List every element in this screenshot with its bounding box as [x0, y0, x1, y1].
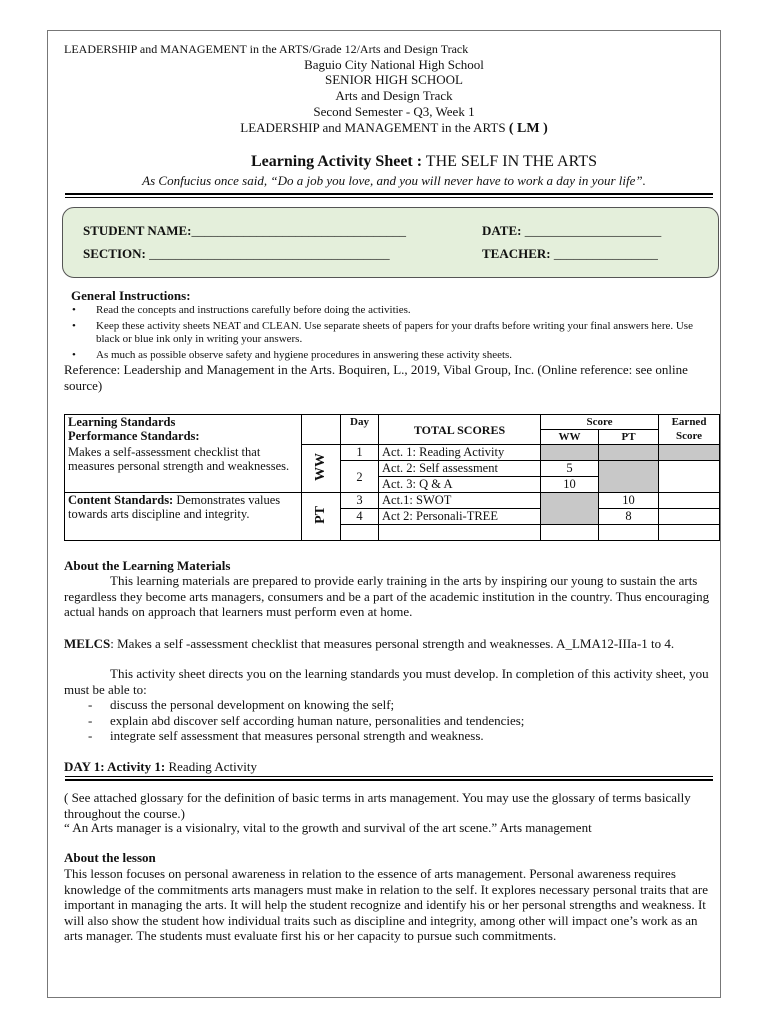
pt-score-cell: 10	[599, 493, 659, 509]
teacher-line[interactable]: ________________	[553, 246, 658, 261]
section-line[interactable]: _____________________________________	[149, 246, 390, 261]
running-title: LEADERSHIP and MANAGEMENT in the ARTS/Grade 12/Arts and Design Track	[64, 42, 469, 56]
pt-score-cell	[599, 525, 659, 541]
pt-score-cell	[599, 461, 659, 493]
performance-standards-text: Makes a self-assessment checklist that measures personal strength and weaknesses.	[65, 445, 302, 493]
subject-name: LEADERSHIP and MANAGEMENT in the ARTS	[240, 120, 506, 135]
day1-heading	[64, 759, 257, 775]
student-name-line[interactable]: _________________________________	[191, 223, 406, 238]
pt-score-cell: 8	[599, 509, 659, 525]
activity-cell: Act. 1: Reading Activity	[379, 445, 541, 461]
school-level: SENIOR HIGH SCHOOL	[325, 72, 463, 87]
section-label: SECTION:	[83, 246, 146, 261]
instructions-list	[64, 304, 714, 362]
student-info-box	[62, 207, 719, 278]
pt-header: PT	[599, 430, 659, 445]
ww-score-cell: 5	[541, 461, 599, 477]
objective-item: - explain abd discover self according human nature, personalities and tendencies;	[64, 713, 719, 729]
day-cell	[341, 525, 379, 541]
confucius-quote: As Confucius once said, “Do a job you love, and you will never have to work a day in your life”.	[142, 173, 646, 188]
sheet-heading	[40, 153, 768, 171]
date-field[interactable]	[482, 223, 661, 239]
about-lesson-text: This lesson focuses on personal awareness in relation to the essence of arts management. Personal awareness requires knowledge of the commitments arts managers must make in relation to the self. It explores necessary personal traits that are important in managing the arts. It will help the student recognize and identify his or her personal strengths and weakness. It will also show the student how individual traits such as discipline and integrity, among other will impact one’s work as an arts manager. The students must evaluate first his or her capacity to pursue such commitments.	[64, 866, 709, 943]
total-scores-header: TOTAL SCORES	[379, 415, 541, 445]
earned-score-cell[interactable]	[659, 493, 720, 509]
day-cell: 1	[341, 445, 379, 461]
activity-cell: Act 2: Personali-TREE	[379, 509, 541, 525]
activity-cell	[379, 525, 541, 541]
pt-tag-cell	[302, 493, 341, 541]
subject-title	[10, 120, 768, 137]
earned-score-cell[interactable]	[659, 509, 720, 525]
day1-label: DAY 1: Activity 1:	[64, 759, 166, 774]
instruction-item: • Keep these activity sheets NEAT and CLEAN. Use separate sheets of papers for your drafts before writing your final answers here. Use black or blue ink only in writing your answers.	[64, 320, 714, 347]
earned-score-header: Earned Score	[659, 415, 720, 445]
tag-header-cell	[302, 415, 341, 445]
date-label: DATE:	[482, 223, 522, 238]
ww-score-cell	[541, 525, 599, 541]
instructions-title: General Instructions:	[71, 288, 191, 303]
scores-table	[64, 414, 720, 541]
ww-score-cell: 10	[541, 477, 599, 493]
instruction-item: • Read the concepts and instructions carefully before doing the activities.	[64, 304, 714, 318]
sheet-label: Learning Activity Sheet :	[250, 153, 423, 170]
day1-rule	[65, 779, 713, 781]
date-line[interactable]: _____________________	[524, 223, 662, 238]
earned-score-cell[interactable]	[659, 461, 720, 493]
ww-header: WW	[541, 430, 599, 445]
activity-cell: Act. 3: Q & A	[379, 477, 541, 493]
ww-score-cell	[541, 445, 599, 461]
earned-score-cell[interactable]	[659, 525, 720, 541]
header-rule-thin	[65, 197, 713, 198]
about-lesson-title: About the lesson	[64, 850, 156, 865]
instruction-item: • As much as possible observe safety and hygiene procedures in answering these activity sheets.	[64, 349, 714, 363]
ww-tag: WW	[313, 453, 328, 481]
day-header: Day	[341, 415, 379, 445]
day1-rule-thin	[65, 776, 713, 777]
activity-cell: Act. 2: Self assessment	[379, 461, 541, 477]
objective-item: - discuss the personal development on knowing the self;	[64, 697, 719, 713]
learning-standards-header: Learning Standards Performance Standards:	[65, 415, 302, 445]
ww-tag-cell	[302, 445, 341, 493]
school-name: Baguio City National High School	[304, 57, 484, 72]
pt-score-cell	[599, 445, 659, 461]
earned-score-cell	[659, 445, 720, 461]
ww-score-cell	[541, 493, 599, 525]
header-rule	[65, 193, 713, 195]
semester-label: Second Semester - Q3, Week 1	[313, 104, 475, 119]
day1-title: Reading Activity	[168, 759, 257, 774]
about-materials-text: This learning materials are prepared to provide early training in the arts by inspiring our young to sustain the arts regardless they become arts managers, consumers and be a part of the academic institution in the country. Thus encouraging actual hands on approach that learners must perform even at home.	[64, 573, 710, 619]
glossary-note: ( See attached glossary for the definition of basic terms in arts management. You may use the glossary of terms basically throughout the course.)	[64, 790, 691, 821]
melcs-intro: This activity sheet directs you on the learning standards you must develop. In completion of this activity sheet, you must be able to:	[64, 666, 709, 697]
reference-text: Reference: Leadership and Management in the Arts. Boquiren, L., 2019, Vibal Group, Inc. (Online reference: see online source)	[64, 362, 688, 393]
track-name: Arts and Design Track	[335, 88, 453, 103]
content-standards-text: Content Standards: Demonstrates values towards arts discipline and integrity.	[65, 493, 302, 541]
teacher-field[interactable]	[482, 246, 658, 262]
student-name-field[interactable]	[83, 223, 406, 239]
section-field[interactable]	[83, 246, 390, 262]
sheet-title: THE SELF IN THE ARTS	[425, 153, 597, 170]
subject-code: ( LM )	[508, 121, 548, 136]
melcs-text: MELCS: Makes a self -assessment checklist that measures personal strength and weaknesses. A_LMA12-IIIa-1 to 4.	[64, 636, 675, 651]
student-name-label: STUDENT NAME:	[83, 223, 192, 238]
score-header: Score	[541, 415, 659, 430]
day-cell: 3	[341, 493, 379, 509]
teacher-label: TEACHER:	[482, 246, 551, 261]
objective-item: - integrate self assessment that measures personal strength and weakness.	[64, 728, 719, 744]
about-materials-title: About the Learning Materials	[64, 558, 231, 573]
pt-tag: PT	[313, 506, 328, 524]
objectives-list	[64, 697, 719, 744]
day-cell: 2	[341, 461, 379, 493]
arts-manager-quote: “ An Arts manager is a visionalry, vital to the growth and survival of the art scene.” Arts management	[64, 820, 592, 835]
activity-cell: Act.1: SWOT	[379, 493, 541, 509]
day-cell: 4	[341, 509, 379, 525]
